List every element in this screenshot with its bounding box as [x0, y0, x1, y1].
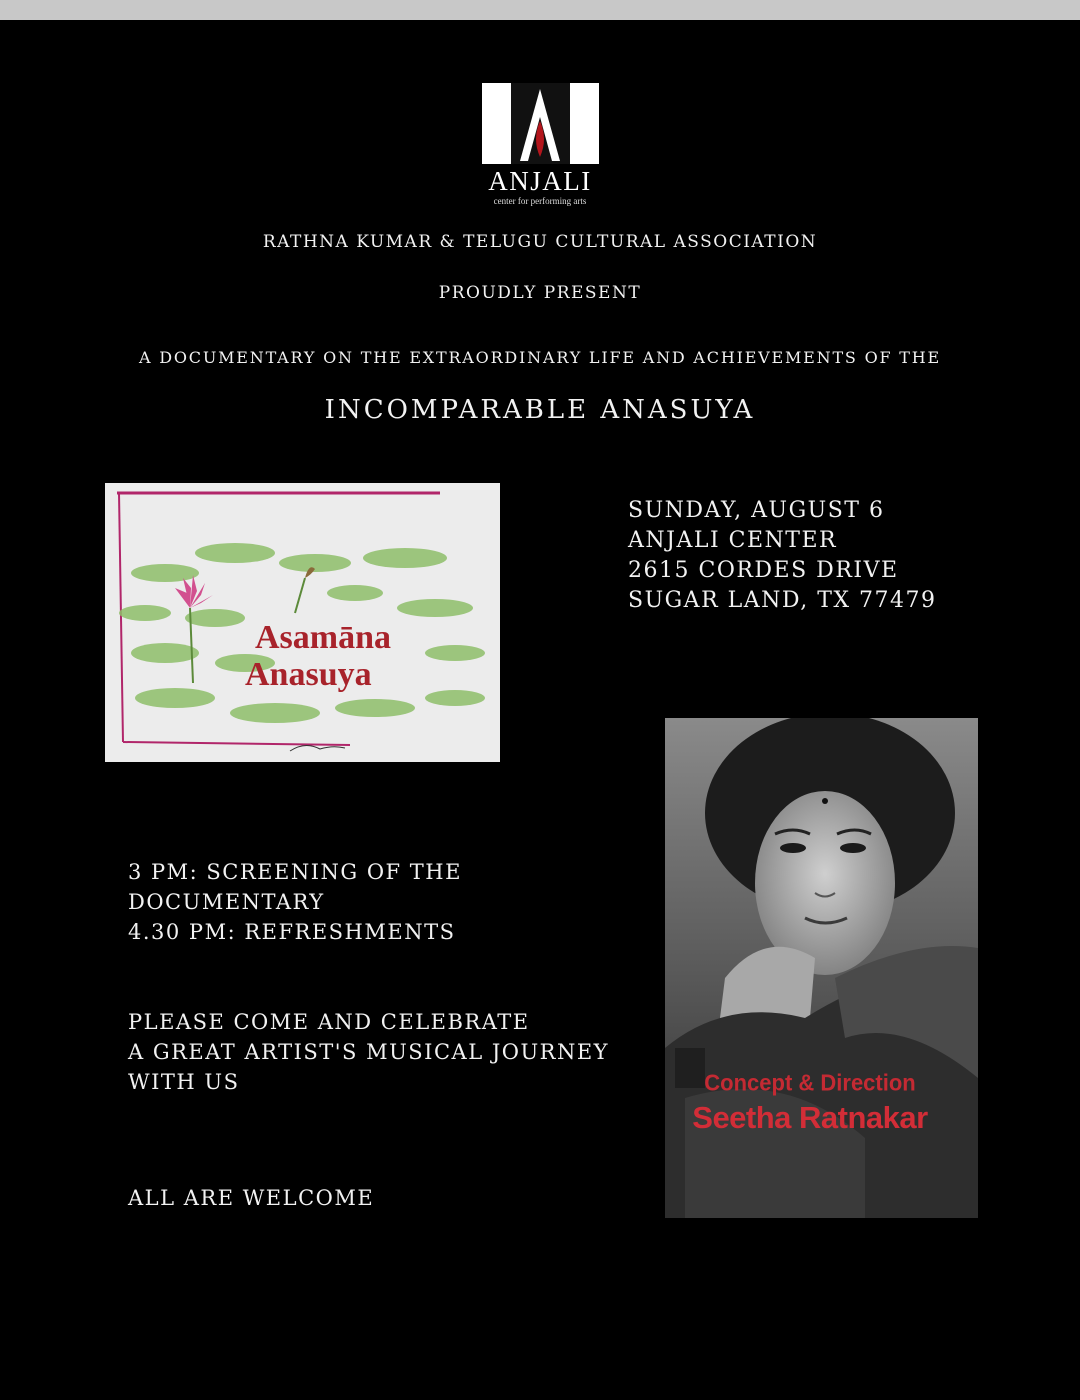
anjali-logo — [482, 83, 599, 164]
lotus-painting — [105, 483, 500, 762]
invite-line-3: WITH US — [128, 1070, 240, 1094]
top-bar — [0, 0, 1080, 20]
event-city: SUGAR LAND, TX 77479 — [628, 588, 937, 613]
schedule-line-2: DOCUMENTARY — [128, 890, 325, 914]
invite-line-1: PLEASE COME AND CELEBRATE — [128, 1010, 530, 1034]
presenters-line: RATHNA KUMAR & TELUGU CULTURAL ASSOCIATION — [262, 232, 818, 252]
event-street: 2615 CORDES DRIVE — [628, 558, 899, 583]
painting-title — [245, 619, 475, 693]
credit-label: Concept & Direction — [704, 1069, 916, 1096]
portrait-photo — [665, 718, 978, 1218]
schedule-line-1: 3 PM: SCREENING OF THE — [128, 860, 462, 884]
portrait-art — [665, 718, 978, 1218]
invite-line-2: A GREAT ARTIST'S MUSICAL JOURNEY — [128, 1040, 610, 1064]
anjali-logo-icon — [482, 83, 599, 164]
schedule — [128, 857, 462, 947]
schedule-line-3: 4.30 PM: REFRESHMENTS — [128, 920, 456, 944]
logo-name: ANJALI — [488, 166, 592, 196]
film-title: INCOMPARABLE ANASUYA — [324, 395, 756, 425]
painting-title-line2: Anasuya — [245, 656, 372, 693]
documentary-line: A DOCUMENTARY ON THE EXTRAORDINARY LIFE AND ACHIEVEMENTS OF THE — [139, 348, 941, 367]
present-line: PROUDLY PRESENT — [438, 283, 642, 303]
painting-title-line1: Asamāna — [255, 619, 392, 656]
invite-text — [128, 1007, 609, 1097]
event-venue: ANJALI CENTER — [628, 528, 838, 553]
welcome-text: ALL ARE WELCOME — [128, 1186, 375, 1210]
event-details — [628, 496, 937, 616]
event-date: SUNDAY, AUGUST 6 — [628, 498, 885, 523]
logo-tagline: center for performing arts — [493, 196, 587, 206]
credit-name: Seetha Ratnakar — [692, 1100, 928, 1135]
